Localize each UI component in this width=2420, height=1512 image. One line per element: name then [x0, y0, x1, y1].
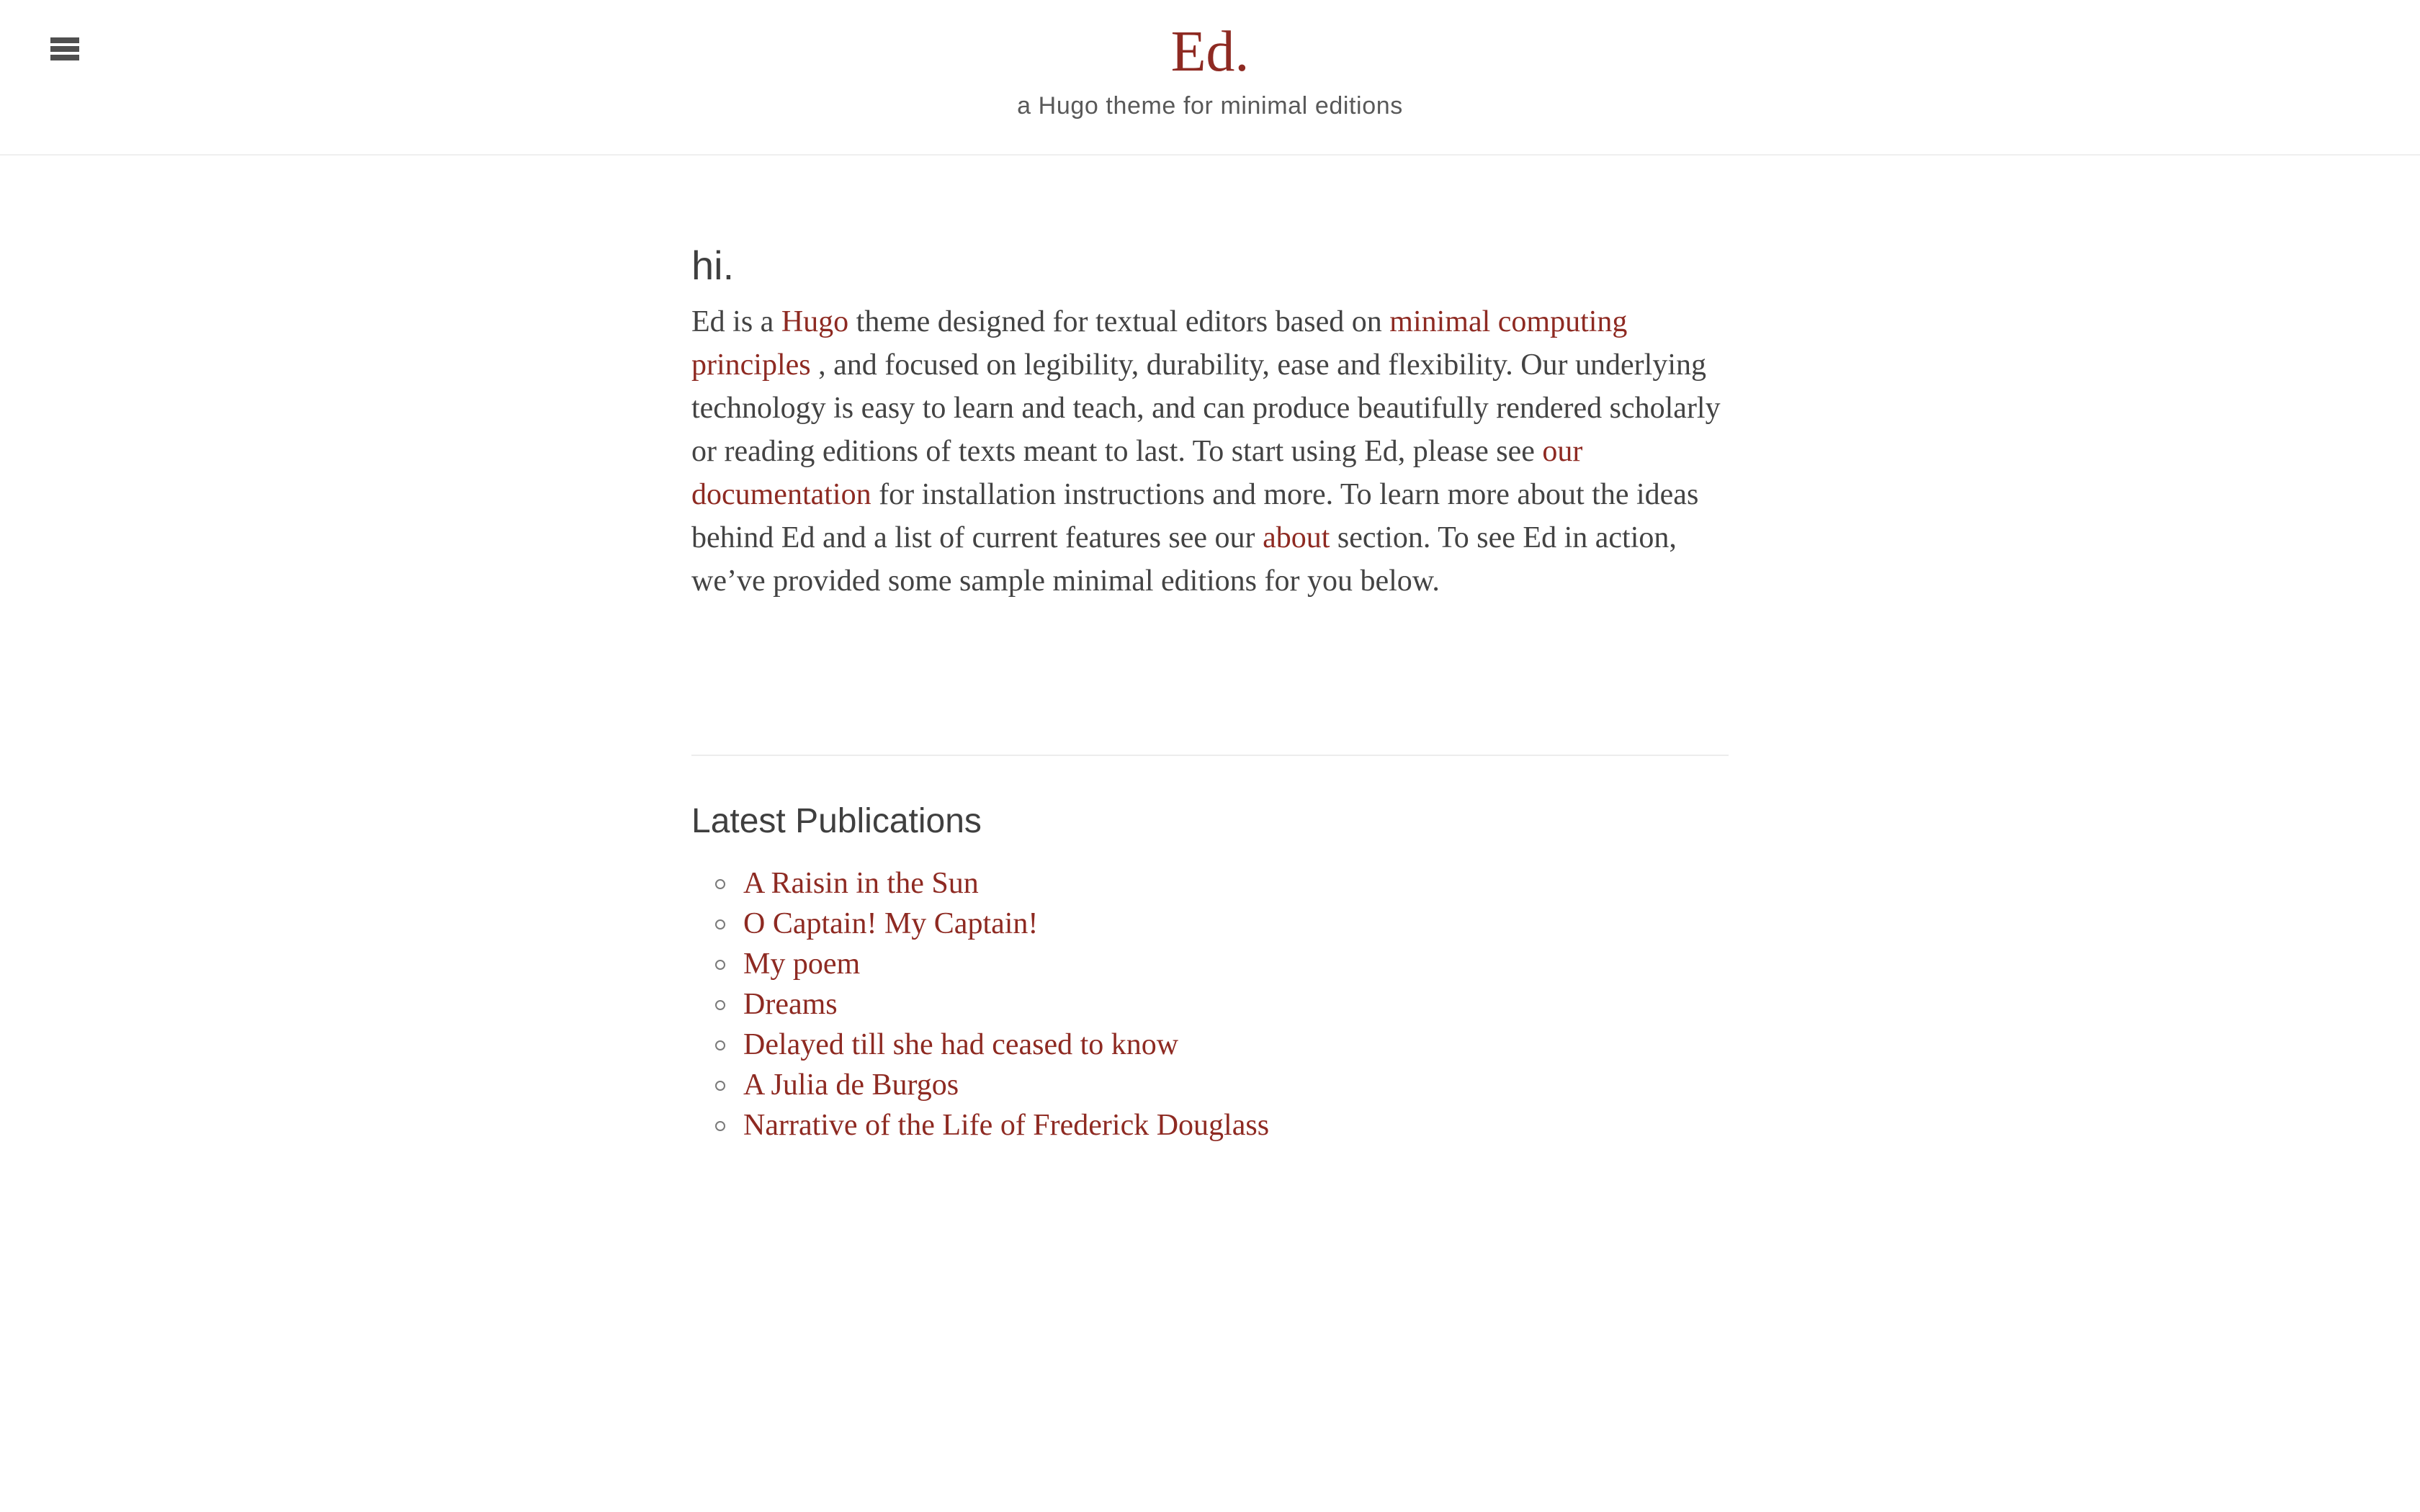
text-run: Ed is a	[691, 303, 781, 338]
publication-item	[743, 863, 1729, 904]
intro-paragraph	[691, 299, 1729, 601]
text-run: section. To see Ed in action, we’ve provided some sample minimal editions for you below.	[691, 519, 1677, 598]
text-run: theme designed for textual editors based on	[848, 303, 1390, 338]
site-title: Ed.	[1170, 19, 1250, 84]
main-content	[691, 156, 1729, 1146]
publication-link[interactable]: My poem	[743, 946, 861, 981]
publication-item	[743, 944, 1729, 984]
inline-link[interactable]: Hugo	[781, 303, 849, 338]
latest-publications-heading: Latest Publications	[691, 801, 982, 841]
publication-link[interactable]: Dreams	[743, 986, 838, 1022]
publication-item	[743, 1065, 1729, 1105]
publication-link[interactable]: A Raisin in the Sun	[743, 865, 979, 901]
publication-item	[743, 1105, 1729, 1146]
text-run: , and focused on legibility, durability, ease and flexibility. Our underlying technology is easy to learn and teach, and can produce beautifully rendered scholarly or reading editions of texts meant to last. To start using Ed, please see	[691, 346, 1721, 468]
section-divider	[691, 754, 1729, 755]
inline-link[interactable]: our documentation	[691, 433, 1583, 511]
site-header	[0, 0, 2420, 156]
publication-item	[743, 904, 1729, 944]
site-subtitle: a Hugo theme for minimal editions	[1017, 92, 1403, 120]
page-title: hi.	[691, 243, 735, 288]
hamburger-icon	[50, 37, 79, 60]
publication-link[interactable]: Narrative of the Life of Frederick Douglass	[743, 1107, 1270, 1143]
inline-link[interactable]: minimal computing principles	[691, 303, 1628, 382]
publications-list	[691, 863, 1729, 1146]
publication-link[interactable]: O Captain! My Captain!	[743, 906, 1039, 941]
publication-item	[743, 1025, 1729, 1065]
publication-link[interactable]: A Julia de Burgos	[743, 1067, 959, 1102]
menu-button[interactable]	[50, 37, 79, 60]
inline-link[interactable]: about	[1263, 519, 1330, 554]
text-run: for installation instructions and more. To learn more about the ideas behind Ed and a list of current features see our	[691, 476, 1699, 554]
publication-link[interactable]: Delayed till she had ceased to know	[743, 1027, 1179, 1062]
publication-item	[743, 984, 1729, 1025]
